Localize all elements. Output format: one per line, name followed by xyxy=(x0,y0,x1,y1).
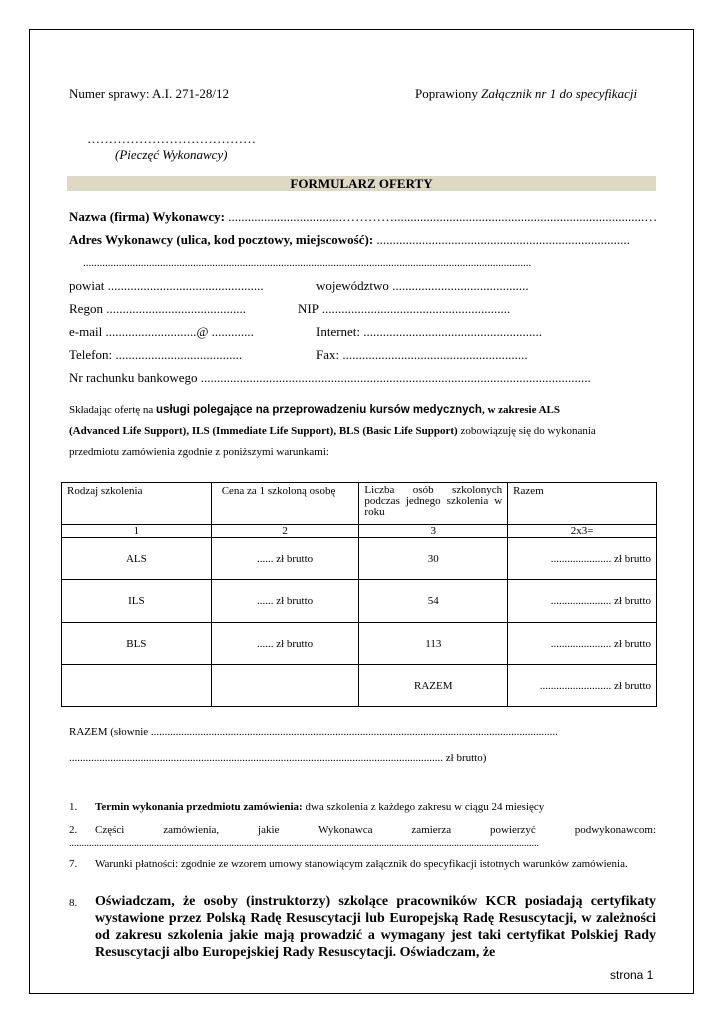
row-count: 113 xyxy=(359,623,508,665)
page-number: strona 1 xyxy=(610,968,654,982)
item-1-label: Termin wykonania przedmiotu zamówienia: xyxy=(95,801,303,813)
table-row xyxy=(62,538,657,580)
header-count: Liczba osób szkolonych podczas jednego szkolenia w roku xyxy=(359,483,508,525)
attachment-label xyxy=(415,86,637,102)
table-row xyxy=(62,623,657,665)
intro-service: usługi polegające na przeprowadzeniu kursów medycznych xyxy=(156,404,482,416)
internet-field: Internet: ....................................................... xyxy=(316,324,543,339)
intro-start: Składając ofertę na xyxy=(69,404,157,416)
sum-value: .......................... zł brutto xyxy=(508,665,657,707)
address-line2: ................................................................................................................................................................... xyxy=(83,257,532,269)
sum-empty-1 xyxy=(62,665,212,707)
regon-field: Regon ........................................... xyxy=(69,301,246,316)
address-label: Adres Wykonawcy (ulica, kod pocztowy, miejscowość): xyxy=(69,232,374,247)
item-2-text: Części zamówienia, jakie Wykonawca zamierza powierzyć podwykonawcom: xyxy=(95,824,656,836)
row-price: ...... zł brutto xyxy=(211,580,359,623)
email-field: e-mail ............................@ ............. xyxy=(69,324,254,339)
item-8-text: Oświadczam, że osoby (instruktorzy) szkolące pracowników KCR posiadają certyfikaty wystawione przez Polską Radę Resuscytacji lub Europejską Radę Resuscytacji, w zależności od zakresu szkolenia jakie mają prowadzić a wymagany jest taki certyfikat Polskiej Rady Resuscytacji albo Europejskiej Rady Resuscytacji. Oświadczam, że xyxy=(95,894,656,960)
col-number-2: 2 xyxy=(211,525,359,538)
table-number-row xyxy=(62,525,657,538)
company-name-label: Nazwa (firma) Wykonawcy: xyxy=(69,209,225,224)
item-7-text: Warunki płatności: zgodnie ze wzorem umowy stanowiącym załącznik do specyfikacji istotnych warunków zamówienia. xyxy=(95,858,628,870)
row-total: ...................... zł brutto xyxy=(508,580,657,623)
bank-account-field: Nr rachunku bankowego ........................................................................................................................ xyxy=(69,370,591,385)
offer-table xyxy=(61,482,657,707)
telefon-field: Telefon: ....................................... xyxy=(69,347,243,362)
header-total: Razem xyxy=(508,483,657,525)
table-row xyxy=(62,580,657,623)
stamp-dots: ………………………………… xyxy=(87,131,256,146)
powiat-field: powiat ................................................ xyxy=(69,278,264,293)
header-price: Cena za 1 szkoloną osobę xyxy=(211,483,359,525)
company-name-field xyxy=(69,209,657,225)
row-type: BLS xyxy=(62,623,212,665)
sum-label: RAZEM xyxy=(359,665,508,707)
row-total: ...................... zł brutto xyxy=(508,623,657,665)
row-type: ALS xyxy=(62,538,212,580)
intro-scope: , w zakresie ALS xyxy=(481,404,560,416)
address-field xyxy=(69,232,630,248)
fax-field: Fax: ......................................................... xyxy=(316,347,528,362)
attachment-title: Załącznik nr 1 do specyfikacji xyxy=(481,86,638,101)
address-dots: .............................................................................. xyxy=(373,232,630,247)
row-count: 54 xyxy=(359,580,508,623)
row-price: ...... zł brutto xyxy=(211,623,359,665)
form-title: FORMULARZ OFERTY xyxy=(67,176,656,191)
row-total: ...................... zł brutto xyxy=(508,538,657,580)
table-sum-row xyxy=(62,665,657,707)
col-number-4: 2x3= xyxy=(508,525,657,538)
item-1-number: 1. xyxy=(69,801,78,813)
item-2-number: 2. xyxy=(69,824,78,836)
col-number-3: 3 xyxy=(359,525,508,538)
total-in-words-line2: ........................................................................................................................................ zł brutto) xyxy=(69,752,487,764)
case-number: Numer sprawy: A.I. 271-28/12 xyxy=(69,86,229,101)
row-price: ...... zł brutto xyxy=(211,538,359,580)
col-number-1: 1 xyxy=(62,525,212,538)
intro-end: przedmiotu zamówienia zgodnie z poniższymi warunkami: xyxy=(69,446,329,458)
item-1 xyxy=(95,801,656,814)
wojewodztwo-field: województwo .......................................... xyxy=(316,278,529,293)
nip-field: NIP .......................................................... xyxy=(298,301,511,316)
table-header-row xyxy=(62,483,657,525)
row-count: 30 xyxy=(359,538,508,580)
sum-empty-2 xyxy=(211,665,359,707)
header-training-type: Rodzaj szkolenia xyxy=(62,483,212,525)
row-type: ILS xyxy=(62,580,212,623)
item-8-number: 8. xyxy=(69,897,78,909)
item-7-number: 7. xyxy=(69,858,78,870)
intro-programs: (Advanced Life Support), ILS (Immediate Life Support), BLS (Basic Life Support) xyxy=(69,425,458,437)
attachment-prefix: Poprawiony xyxy=(415,86,482,101)
item-2-dots: ............................................................................................................................................................................................ xyxy=(69,838,539,849)
company-name-dots: ...................................………….............................................................................… xyxy=(224,209,658,224)
intro-paragraph xyxy=(69,400,656,463)
intro-commit: zobowiązuję się do wykonania xyxy=(457,425,596,437)
total-in-words-line1: RAZEM (słownie .................................................................................................................................................... xyxy=(69,726,558,738)
stamp-label: (Pieczęć Wykonawcy) xyxy=(115,147,228,162)
item-1-text: dwa szkolenia z każdego zakresu w ciągu 24 miesięcy xyxy=(302,801,545,813)
